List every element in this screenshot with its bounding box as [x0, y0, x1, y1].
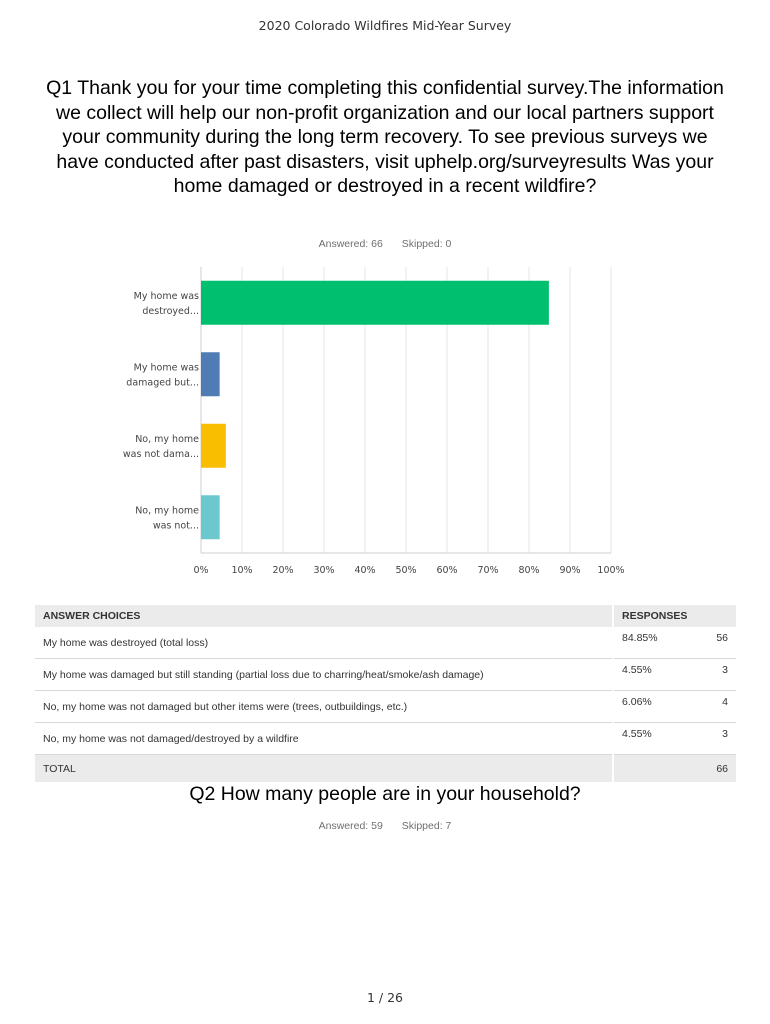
answer-choices-header: ANSWER CHOICES	[35, 605, 613, 627]
question-2-title: Q2 How many people are in your household?	[189, 783, 581, 805]
table-row	[35, 627, 736, 659]
x-tick-label: 10%	[231, 565, 253, 576]
total-label: TOTAL	[35, 755, 613, 783]
table-header-row	[35, 605, 736, 627]
category-label: destroyed...	[142, 305, 199, 317]
table-total-row	[35, 755, 736, 783]
x-tick-label: 100%	[597, 565, 625, 576]
question-2-answered-line	[0, 820, 770, 832]
category-label: My home was	[133, 362, 199, 374]
question-1-bar-chart	[0, 255, 770, 585]
category-label: No, my home	[135, 505, 199, 517]
skipped-count: Skipped: 7	[401, 820, 452, 832]
x-tick-label: 40%	[354, 565, 376, 576]
total-count: 66	[700, 755, 736, 783]
response-count: 3	[700, 723, 736, 755]
answered-count: Answered: 59	[318, 820, 383, 832]
question-1-title: Q1 Thank you for your time completing this confidential survey.The information we collect will help our non-profit organization and our local partners support your community during the long term recovery. To see previous surveys we have conducted after past disasters, visit uphelp.org/surveyresults Was your home damaged or destroyed in a recent wildfire?	[46, 77, 724, 197]
response-percent: 84.85%	[613, 627, 700, 659]
response-count: 3	[700, 659, 736, 691]
x-tick-label: 80%	[518, 565, 540, 576]
x-tick-label: 50%	[395, 565, 417, 576]
total-spacer	[613, 755, 700, 783]
table-row	[35, 691, 736, 723]
response-percent: 4.55%	[613, 723, 700, 755]
answer-choice: No, my home was not damaged but other items were (trees, outbuildings, etc.)	[35, 691, 613, 723]
x-tick-label: 70%	[477, 565, 499, 576]
x-tick-label: 0%	[193, 565, 209, 576]
document-header: 2020 Colorado Wildfires Mid-Year Survey	[258, 18, 512, 33]
category-label: was not...	[152, 520, 199, 532]
bar	[201, 495, 220, 539]
skipped-count: Skipped: 0	[401, 238, 452, 250]
question-1-answered-line	[0, 238, 770, 250]
category-label: My home was	[133, 290, 199, 302]
category-label: damaged but...	[126, 377, 199, 389]
category-label: was not dama...	[122, 448, 199, 460]
page-number: 1 / 26	[366, 990, 404, 1005]
x-tick-label: 20%	[272, 565, 294, 576]
x-tick-label: 90%	[559, 565, 581, 576]
category-label: No, my home	[135, 433, 199, 445]
answer-choice: No, my home was not damaged/destroyed by a wildfire	[35, 723, 613, 755]
x-tick-label: 60%	[436, 565, 458, 576]
responses-header: RESPONSES	[613, 605, 736, 627]
answer-choice: My home was damaged but still standing (partial loss due to charring/heat/smoke/ash damage)	[35, 659, 613, 691]
response-count: 56	[700, 627, 736, 659]
bar	[201, 424, 226, 468]
table-row	[35, 723, 736, 755]
response-count: 4	[700, 691, 736, 723]
answer-choice: My home was destroyed (total loss)	[35, 627, 613, 659]
x-tick-label: 30%	[313, 565, 335, 576]
response-percent: 6.06%	[613, 691, 700, 723]
answered-count: Answered: 66	[318, 238, 383, 250]
bar-chart-svg	[0, 255, 770, 585]
table-row	[35, 659, 736, 691]
response-percent: 4.55%	[613, 659, 700, 691]
responses-table	[35, 605, 736, 782]
bar	[201, 352, 220, 396]
bar	[201, 281, 549, 325]
